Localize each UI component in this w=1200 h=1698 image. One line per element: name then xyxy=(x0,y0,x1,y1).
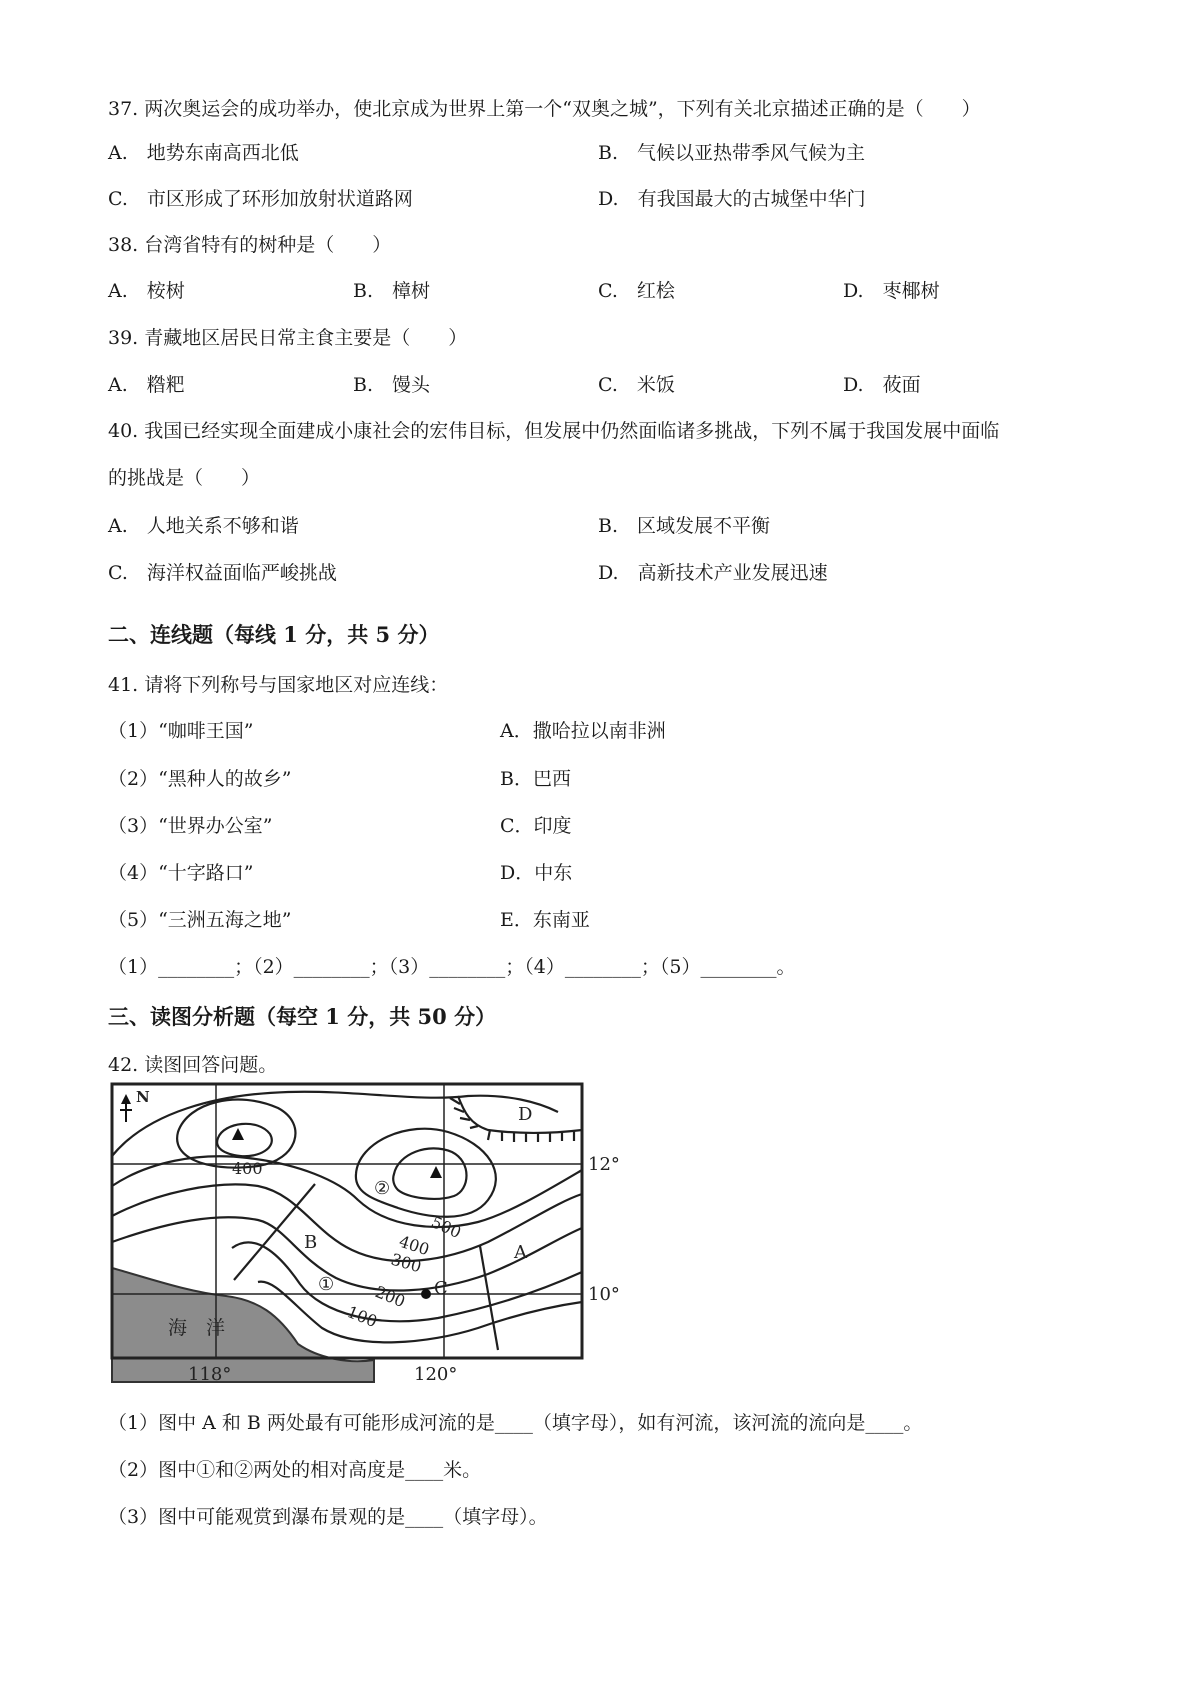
peak-marker-east xyxy=(430,1166,442,1178)
line-a xyxy=(480,1246,498,1350)
q42-subquestion-3: （3）图中可能观赏到瀑布景观的是____（填字母）。 xyxy=(108,1506,548,1528)
contour-label-400-east: 400 xyxy=(396,1231,432,1260)
q38-stem: 38. 台湾省特有的树种是（ ） xyxy=(108,234,392,256)
point-c-label: C xyxy=(434,1278,448,1299)
north-label: N xyxy=(136,1088,150,1106)
q40-stem-line1: 40. 我国已经实现全面建成小康社会的宏伟目标，但发展中仍然面临诸多挑战，下列不属于我国发展中面临 xyxy=(108,420,1000,442)
q38-option-c: C. 红桧 xyxy=(598,280,675,302)
q37-option-a: A. 地势东南高西北低 xyxy=(108,142,299,164)
contour-label-500: 500 xyxy=(428,1212,465,1243)
q37-stem: 37. 两次奥运会的成功举办，使北京成为世界上第一个“双奥之城”，下列有关北京描述正确的是（ ） xyxy=(108,98,981,120)
cliff-d xyxy=(450,1096,582,1142)
q39-option-c: C. 米饭 xyxy=(598,374,675,396)
q41-right-item-c: C．印度 xyxy=(500,815,572,837)
q39-option-b: B. 馒头 xyxy=(353,374,431,396)
q40-stem-line2: 的挑战是（ ） xyxy=(108,467,261,489)
q40-option-a: A. 人地关系不够和谐 xyxy=(108,515,299,537)
q38-option-b: B. 樟树 xyxy=(353,280,431,302)
contour-label-200: 200 xyxy=(372,1282,408,1312)
section3-title: 三、读图分析题（每空 1 分，共 50 分） xyxy=(108,1004,497,1029)
q41-right-item-b: B．巴西 xyxy=(500,768,571,790)
q40-option-d: D. 高新技术产业发展迅速 xyxy=(598,562,828,584)
q39-option-a: A. 糌粑 xyxy=(108,374,185,396)
q41-left-item-4: （4）“十字路口” xyxy=(108,862,254,884)
contour-label-100: 100 xyxy=(344,1302,380,1332)
sea-label: 海 洋 xyxy=(168,1317,226,1339)
section2-title: 二、连线题（每线 1 分，共 5 分） xyxy=(108,622,440,647)
point-d-label: D xyxy=(518,1104,533,1125)
q39-stem: 39. 青藏地区居民日常主食主要是（ ） xyxy=(108,327,468,349)
line-b xyxy=(234,1184,318,1280)
q41-left-item-5: （5）“三洲五海之地” xyxy=(108,909,292,931)
q41-left-item-3: （3）“世界办公室” xyxy=(108,815,273,837)
point-2-label: ② xyxy=(374,1178,391,1199)
peak-marker-west xyxy=(232,1128,244,1140)
point-a-label: A xyxy=(514,1242,527,1263)
q41-answer-blanks: （1）________；（2）________；（3）________；（4）________；（5）________。 xyxy=(108,956,796,978)
q40-option-b: B. 区域发展不平衡 xyxy=(598,515,771,537)
q41-right-item-a: A．撒哈拉以南非洲 xyxy=(500,720,666,742)
q37-option-d: D. 有我国最大的古城堡中华门 xyxy=(598,188,866,210)
q37-option-b: B. 气候以亚热带季风气候为主 xyxy=(598,142,866,164)
contour-label-400-west: 400 xyxy=(232,1159,263,1178)
point-b-label: B xyxy=(304,1232,318,1253)
q42-stem: 42. 读图回答问题。 xyxy=(108,1054,278,1076)
north-arrow-icon xyxy=(120,1094,132,1122)
lon-label-120: 120° xyxy=(414,1364,458,1385)
sea-area xyxy=(112,1268,374,1382)
q38-option-a: A. 桉树 xyxy=(108,280,185,302)
q37-option-c: C. 市区形成了环形加放射状道路网 xyxy=(108,188,413,210)
lon-label-118: 118° xyxy=(188,1364,232,1385)
q42-subquestion-2: （2）图中①和②两处的相对高度是____米。 xyxy=(108,1459,482,1481)
point-1-label: ① xyxy=(318,1274,335,1295)
contour-label-300: 300 xyxy=(388,1249,424,1277)
lat-label-12: 12° xyxy=(588,1154,620,1175)
q41-right-item-e: E．东南亚 xyxy=(500,909,590,931)
q41-left-item-2: （2）“黑种人的故乡” xyxy=(108,768,292,790)
q41-right-item-d: D．中东 xyxy=(500,862,573,884)
q39-option-d: D. 莜面 xyxy=(843,374,921,396)
q42-subquestion-1: （1）图中 A 和 B 两处最有可能形成河流的是____（填字母），如有河流，该河流的流向是____。 xyxy=(108,1412,923,1434)
contour-map-svg xyxy=(108,1082,628,1385)
contour-map xyxy=(108,1082,628,1385)
lat-label-10: 10° xyxy=(588,1284,620,1305)
q38-option-d: D. 枣椰树 xyxy=(843,280,940,302)
q40-option-c: C. 海洋权益面临严峻挑战 xyxy=(108,562,337,584)
q41-stem: 41. 请将下列称号与国家地区对应连线： xyxy=(108,674,449,696)
q41-left-item-1: （1）“咖啡王国” xyxy=(108,720,254,742)
point-c-dot xyxy=(421,1289,431,1299)
